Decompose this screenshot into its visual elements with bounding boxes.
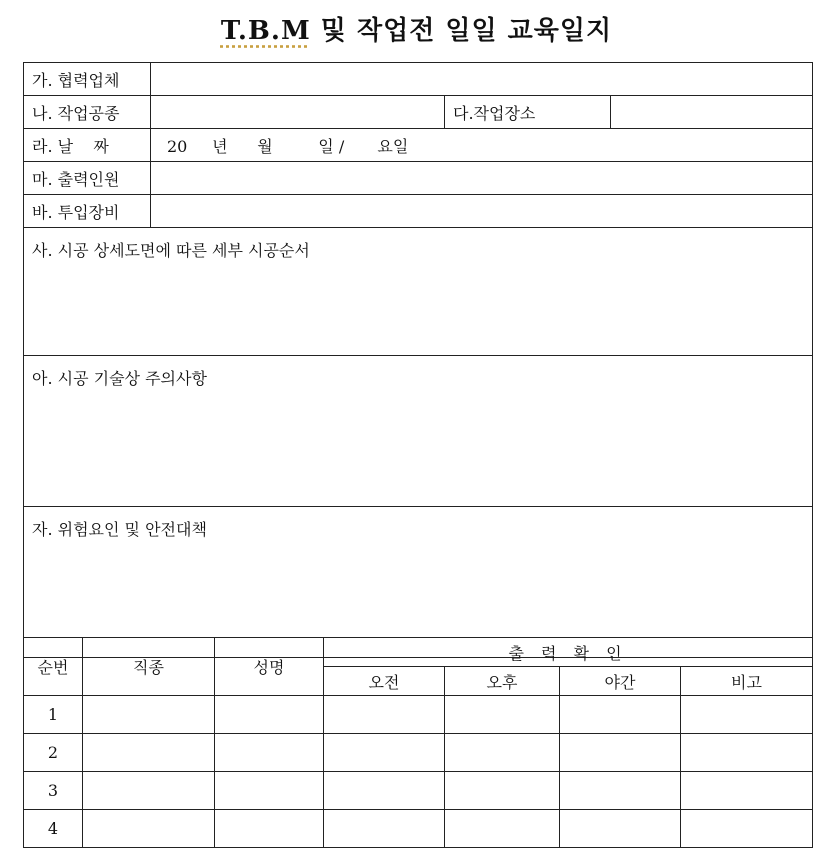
- cell-trade[interactable]: [83, 810, 215, 848]
- label-precautions: 아. 시공 기술상 주의사항: [32, 369, 207, 388]
- page-title: [0, 10, 833, 47]
- row-number: 2: [24, 734, 83, 772]
- label-work-type: 나. 작업공종: [24, 96, 151, 129]
- row-work-type: [24, 96, 813, 129]
- cell-name[interactable]: [215, 696, 324, 734]
- label-attendance: 마. 출력인원: [24, 162, 151, 195]
- header-remarks: 비고: [681, 667, 813, 696]
- title-text: 및 작업전 일일 교육일지: [320, 16, 613, 46]
- header-no: 순번: [24, 638, 83, 696]
- row-number: 1: [24, 696, 83, 734]
- input-attendance[interactable]: [151, 162, 813, 195]
- input-work-place[interactable]: [611, 96, 813, 129]
- date-year-unit: 년: [212, 136, 228, 156]
- row-sequence: [24, 228, 813, 356]
- label-sequence: 사. 시공 상세도면에 따른 세부 시공순서: [32, 241, 310, 260]
- header-night: 야간: [560, 667, 681, 696]
- cell-night[interactable]: [560, 772, 681, 810]
- cell-morning[interactable]: [324, 734, 445, 772]
- cell-afternoon[interactable]: [445, 734, 560, 772]
- row-number: 4: [24, 810, 83, 848]
- cell-night[interactable]: [560, 696, 681, 734]
- date-year-prefix: 20: [167, 136, 188, 156]
- cell-night[interactable]: [560, 810, 681, 848]
- cell-morning[interactable]: [324, 696, 445, 734]
- table-row: [24, 696, 813, 734]
- section-hazards[interactable]: [24, 507, 813, 658]
- cell-trade[interactable]: [83, 772, 215, 810]
- input-date[interactable]: [151, 129, 813, 162]
- label-date: 라. 날 짜: [24, 129, 151, 162]
- row-equipment: [24, 195, 813, 228]
- row-precautions: [24, 356, 813, 507]
- header-trade: 직종: [83, 638, 215, 696]
- cell-name[interactable]: [215, 734, 324, 772]
- cell-morning[interactable]: [324, 810, 445, 848]
- label-equipment: 바. 투입장비: [24, 195, 151, 228]
- label-company: 가. 협력업체: [24, 63, 151, 96]
- row-number: 3: [24, 772, 83, 810]
- cell-remarks[interactable]: [681, 734, 813, 772]
- input-company[interactable]: [151, 63, 813, 96]
- section-sequence[interactable]: [24, 228, 813, 356]
- label-work-place: 다.작업장소: [445, 96, 611, 129]
- cell-afternoon[interactable]: [445, 696, 560, 734]
- date-month-unit: 월: [257, 136, 273, 156]
- cell-morning[interactable]: [324, 772, 445, 810]
- row-date: [24, 129, 813, 162]
- label-hazards: 자. 위험요인 및 안전대책: [32, 520, 207, 539]
- row-attendance: [24, 162, 813, 195]
- date-day-unit: 일 /: [318, 136, 345, 156]
- date-weekday-unit: 요일: [377, 136, 409, 156]
- cell-remarks[interactable]: [681, 696, 813, 734]
- roster-table: [23, 637, 813, 848]
- cell-trade[interactable]: [83, 734, 215, 772]
- roster-header-row-1: [24, 638, 813, 667]
- table-row: [24, 810, 813, 848]
- cell-afternoon[interactable]: [445, 772, 560, 810]
- cell-night[interactable]: [560, 734, 681, 772]
- header-afternoon: 오후: [445, 667, 560, 696]
- title-abbreviation: T.B.M: [220, 16, 311, 46]
- input-work-type[interactable]: [151, 96, 445, 129]
- cell-trade[interactable]: [83, 696, 215, 734]
- input-equipment[interactable]: [151, 195, 813, 228]
- table-row: [24, 772, 813, 810]
- header-name: 성명: [215, 638, 324, 696]
- cell-name[interactable]: [215, 810, 324, 848]
- cell-afternoon[interactable]: [445, 810, 560, 848]
- row-hazards: [24, 507, 813, 658]
- table-row: [24, 734, 813, 772]
- section-precautions[interactable]: [24, 356, 813, 507]
- header-attendance-check: 출 력 확 인: [324, 638, 813, 667]
- cell-remarks[interactable]: [681, 810, 813, 848]
- row-company: [24, 63, 813, 96]
- info-table: [23, 62, 813, 658]
- cell-remarks[interactable]: [681, 772, 813, 810]
- header-morning: 오전: [324, 667, 445, 696]
- cell-name[interactable]: [215, 772, 324, 810]
